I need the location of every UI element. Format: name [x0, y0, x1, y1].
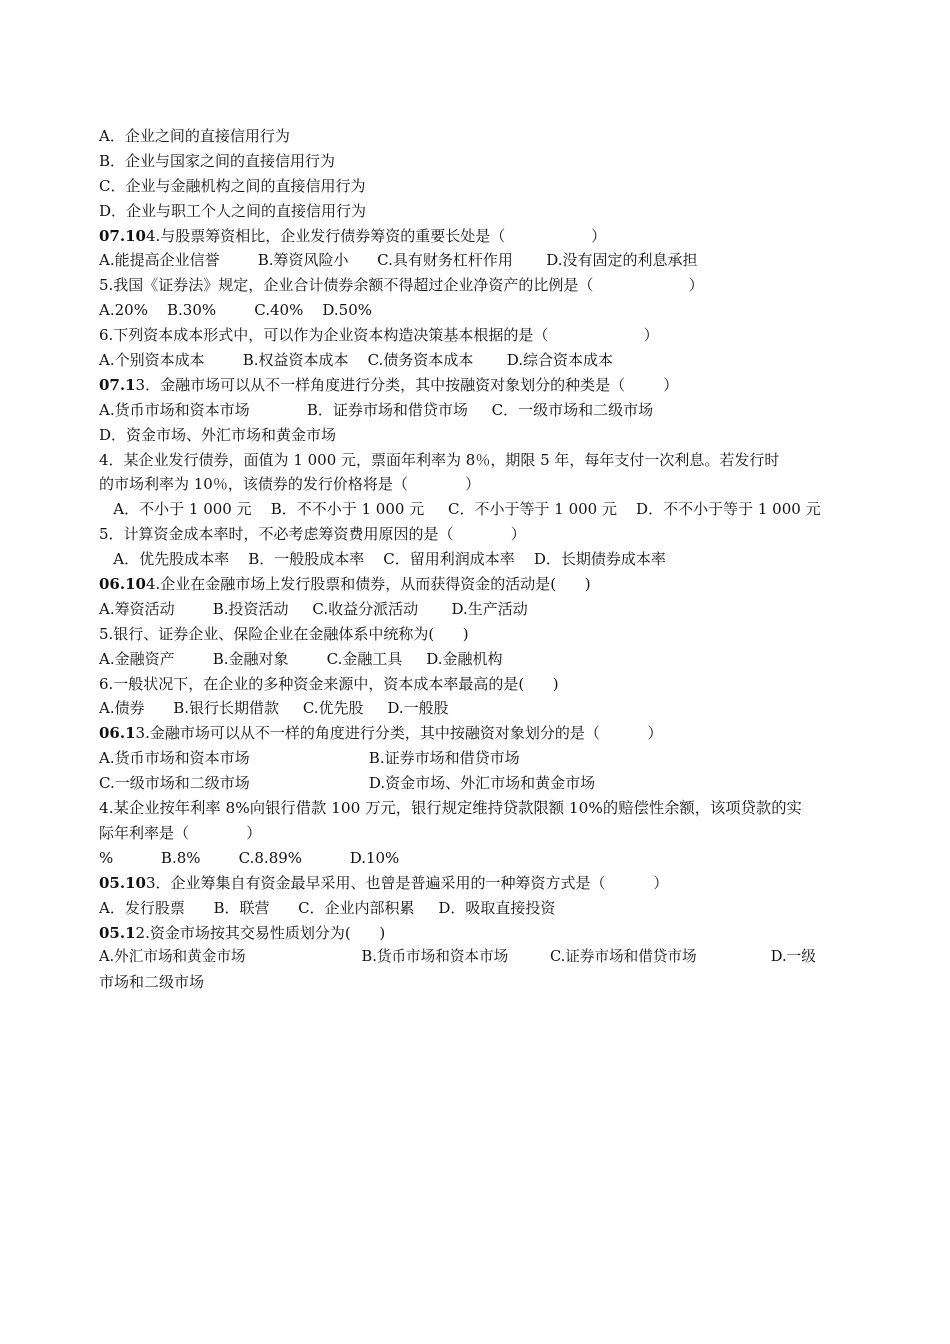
text-line	[99, 522, 879, 547]
text-line	[99, 771, 879, 796]
text-line	[99, 945, 879, 970]
line-text: 际年利率是（ ）	[99, 823, 262, 842]
question-code: 07.1	[99, 375, 136, 394]
line-text: 5.银行、证券企业、保险企业在金融体系中统称为( )	[99, 624, 469, 643]
line-text: 3．企业筹集自有资金最早采用、也曾是普遍采用的一种筹资方式是（ ）	[145, 873, 669, 892]
line-text: A.货币市场和资本市场 B．证券市场和借贷市场 C．一级市场和二级市场	[99, 400, 654, 419]
text-line	[99, 224, 879, 249]
line-text: A.外汇市场和黄金市场 B.货币市场和资本市场 C.证券市场和借贷市场 D.一级	[99, 948, 816, 966]
text-line	[99, 721, 879, 746]
line-text: A．企业之间的直接信用行为	[99, 127, 290, 145]
question-code: 06.10	[99, 575, 146, 594]
text-line	[99, 298, 879, 323]
line-text: A.筹资活动 B.投资活动 C.收益分派活动 D.生产活动	[99, 599, 528, 618]
text-line	[99, 323, 879, 348]
line-text: 4.某企业按年利率 8%向银行借款 100 万元，银行规定维持贷款限额 10%的赔偿性余额，该项贷款的实	[99, 799, 802, 818]
line-text: A.债券 B.银行长期借款 C.优先股 D.一般股	[99, 699, 449, 718]
text-line	[99, 448, 879, 473]
line-text: 6.一般状况下，在企业的多种资金来源中，资本成本率最高的是( )	[99, 674, 559, 693]
document-page	[99, 124, 879, 995]
line-text: 5.我国《证券法》规定，企业合计债券余额不得超过企业净资产的比例是（ ）	[99, 276, 704, 295]
line-text: A．发行股票 B．联营 C．企业内部积累 D．吸取直接投资	[99, 898, 556, 917]
line-text: 4.企业在金融市场上发行股票和债券，从而获得资金的活动是( )	[145, 575, 591, 594]
text-line	[99, 497, 879, 522]
text-line	[99, 696, 879, 721]
question-code: 05.10	[99, 873, 146, 892]
text-line	[99, 597, 879, 622]
text-line	[99, 423, 879, 448]
text-line	[99, 970, 879, 995]
text-line	[99, 572, 879, 597]
text-line	[99, 472, 879, 497]
text-line	[99, 348, 879, 373]
text-line	[99, 622, 879, 647]
line-text: A.20% B.30% C.40% D.50%	[99, 301, 373, 320]
line-text: B．企业与国家之间的直接信用行为	[99, 151, 336, 170]
line-text: C.一级市场和二级市场 D.资金市场、外汇市场和黄金市场	[99, 774, 596, 793]
text-line	[99, 174, 879, 199]
text-line	[99, 273, 879, 298]
line-text: 市场和二级市场	[99, 973, 205, 992]
line-text: C．企业与金融机构之间的直接信用行为	[99, 176, 366, 195]
line-text: 的市场利率为 10％，该债券的发行价格将是（ ）	[99, 475, 481, 494]
line-text: 5．计算资金成本率时，不必考虑筹资费用原因的是（ ）	[99, 525, 526, 544]
question-code: 07.10	[99, 226, 146, 245]
line-text: 6.下列资本成本形式中，可以作为企业资本构造决策基本根据的是（ ）	[99, 326, 659, 345]
line-text: A.金融资产 B.金融对象 C.金融工具 D.金融机构	[99, 649, 503, 668]
text-line	[99, 199, 879, 224]
text-line	[99, 373, 879, 398]
text-line	[99, 746, 879, 771]
text-line	[99, 871, 879, 896]
line-text: A．不小于 1 000 元 B．不不小于 1 000 元 C．不小于等于 1 000 元 D．不不小于等于 1 000 元	[99, 500, 821, 519]
question-code: 06.1	[99, 724, 136, 743]
line-text: D．企业与职工个人之间的直接信用行为	[99, 201, 367, 220]
text-line	[99, 821, 879, 846]
text-line	[99, 896, 879, 921]
text-line	[99, 921, 879, 946]
line-text: 3.金融市场可以从不一样的角度进行分类，其中按融资对象划分的是（ ）	[135, 724, 663, 743]
line-text: 2.资金市场按其交易性质划分为( )	[135, 923, 386, 942]
text-line	[99, 672, 879, 697]
text-line	[99, 647, 879, 672]
line-text: 4.与股票筹资相比，企业发行债券筹资的重要长处是（ ）	[145, 226, 607, 245]
text-line	[99, 124, 879, 149]
line-text: A.能提高企业信誉 B.筹资风险小 C.具有财务杠杆作用 D.没有固定的利息承担	[99, 251, 698, 270]
line-text: % B.8% C.8.89% D.10%	[99, 848, 400, 867]
text-line	[99, 398, 879, 423]
text-line	[99, 248, 879, 273]
line-text: D．资金市场、外汇市场和黄金市场	[99, 425, 337, 444]
text-line	[99, 796, 879, 821]
question-code: 05.1	[99, 923, 136, 942]
text-line	[99, 149, 879, 174]
line-text: 3．金融市场可以从不一样角度进行分类，其中按融资对象划分的种类是（ ）	[135, 375, 679, 394]
text-line	[99, 846, 879, 871]
line-text: A.个别资本成本 B.权益资本成本 C.债务资本成本 D.综合资本成本	[99, 351, 613, 370]
line-text: 4．某企业发行债券，面值为 1 000 元，票面年利率为 8％，期限 5 年，每年支付一次利息。若发行时	[99, 450, 780, 469]
line-text: A.货币市场和资本市场 B.证券市场和借贷市场	[99, 749, 520, 768]
text-line	[99, 547, 879, 572]
line-text: A．优先股成本率 B．一般股成本率 C．留用利润成本率 D．长期债券成本率	[99, 550, 666, 569]
